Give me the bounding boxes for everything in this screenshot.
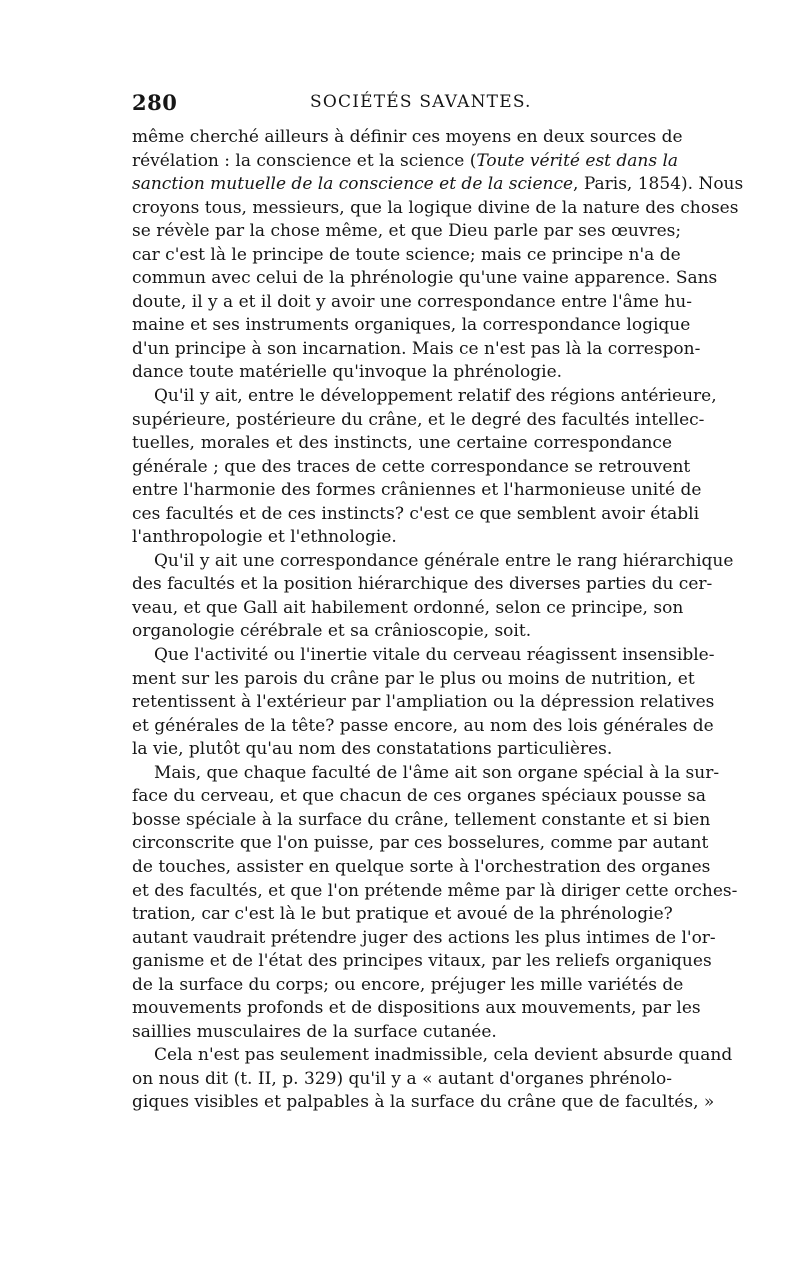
text-line: autant vaudrait prétendre juger des actions les plus intimes de l'or-: [132, 927, 716, 948]
body-text: [132, 126, 744, 1115]
text-line: la vie, plutôt qu'au nom des constatations particulières.: [132, 739, 613, 760]
text-line: révélation : la conscience et la science (Toute vérité est dans la: [132, 150, 679, 171]
text-line: Cela n'est pas seulement inadmissible, cela devient absurde quand: [154, 1045, 733, 1066]
text-line: veau, et que Gall ait habilement ordonné, selon ce principe, son: [132, 597, 684, 618]
text-line: mouvements profonds et de dispositions aux mouvements, par les: [132, 998, 701, 1019]
text-line: giques visibles et palpables à la surface du crâne que de facultés, »: [132, 1092, 715, 1113]
text-line: sanction mutuelle de la conscience et de la science, Paris, 1854). Nous: [132, 174, 744, 195]
text-line: commun avec celui de la phrénologie qu'une vaine apparence. Sans: [132, 268, 718, 289]
text-line: Qu'il y ait, entre le développement relatif des régions antérieure,: [154, 386, 717, 407]
text-line: et des facultés, et que l'on prétende même par là diriger cette orches-: [132, 880, 738, 901]
text-line: tration, car c'est là le but pratique et avoué de la phrénologie?: [132, 904, 673, 925]
text-line: entre l'harmonie des formes crâniennes et l'harmonieuse unité de: [132, 480, 702, 501]
text-line: on nous dit (t. II, p. 329) qu'il y a « autant d'organes phrénolo-: [132, 1068, 672, 1089]
page-number: 280: [132, 90, 178, 115]
text-line: l'anthropologie et l'ethnologie.: [132, 527, 397, 548]
text-line: organologie cérébrale et sa crânioscopie, soit.: [132, 621, 532, 642]
text-line: des facultés et la position hiérarchique des diverses parties du cer-: [132, 574, 713, 595]
text-line: se révèle par la chose même, et que Dieu parle par ses œuvres;: [132, 221, 682, 242]
text-line: Qu'il y ait une correspondance générale entre le rang hiérarchique: [154, 550, 734, 571]
text-line: bosse spéciale à la surface du crâne, tellement constante et si bien: [132, 809, 711, 830]
text-line: tuelles, morales et des instincts, une certaine correspondance: [132, 433, 672, 454]
text-line: maine et ses instruments organiques, la correspondance logique: [132, 315, 691, 336]
text-line: de touches, assister en quelque sorte à l'orchestration des organes: [132, 856, 711, 877]
running-title: SOCIÉTÉS SAVANTES.: [310, 92, 532, 112]
text-line: doute, il y a et il doit y avoir une correspondance entre l'âme hu-: [132, 291, 692, 312]
page-header: [132, 90, 672, 118]
text-line: face du cerveau, et que chacun de ces organes spéciaux pousse sa: [132, 786, 707, 807]
text-line: générale ; que des traces de cette correspondance se retrouvent: [132, 456, 691, 477]
text-line: supérieure, postérieure du crâne, et le degré des facultés intellec-: [132, 409, 705, 430]
text-line: ment sur les parois du crâne par le plus ou moins de nutrition, et: [132, 668, 695, 689]
text-line: car c'est là le principe de toute science; mais ce principe n'a de: [132, 244, 681, 265]
text-line: retentissent à l'extérieur par l'ampliation ou la dépression relatives: [132, 692, 715, 713]
text-line: ces facultés et de ces instincts? c'est ce que semblent avoir établi: [132, 503, 700, 524]
text-line: circonscrite que l'on puisse, par ces bosselures, comme par autant: [132, 833, 709, 854]
text-line: de la surface du corps; ou encore, préjuger les mille variétés de: [132, 974, 684, 995]
text-line: Que l'activité ou l'inertie vitale du cerveau réagissent insensible-: [154, 645, 715, 666]
text-line: et générales de la tête? passe encore, au nom des lois générales de: [132, 715, 714, 736]
text-line: saillies musculaires de la surface cutanée.: [132, 1021, 497, 1042]
text-line: d'un principe à son incarnation. Mais ce n'est pas là la correspon-: [132, 338, 701, 359]
text-line: ganisme et de l'état des principes vitaux, par les reliefs organiques: [132, 951, 712, 972]
text-line: croyons tous, messieurs, que la logique divine de la nature des choses: [132, 197, 739, 218]
text-line: Mais, que chaque faculté de l'âme ait son organe spécial à la sur-: [154, 762, 720, 783]
text-line: même cherché ailleurs à définir ces moyens en deux sources de: [132, 127, 683, 147]
text-line: dance toute matérielle qu'invoque la phrénologie.: [132, 362, 563, 383]
